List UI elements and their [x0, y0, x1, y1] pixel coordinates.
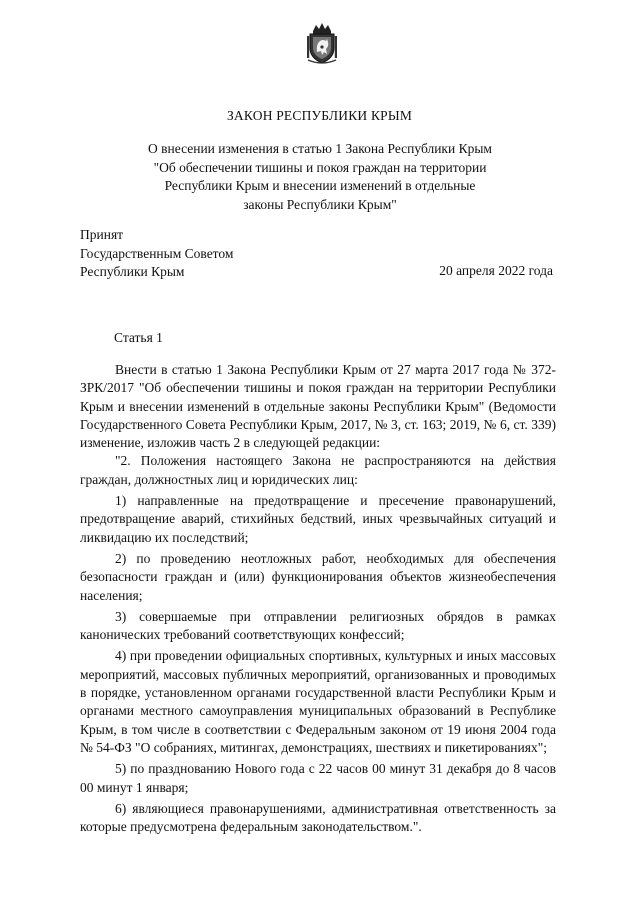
article-paragraph: 5) по празднованию Нового года с 22 часов 00 минут 31 декабря до 8 часов 00 минут 1 января;: [80, 761, 556, 795]
adoption-line: Республики Крым: [80, 264, 185, 279]
article-paragraph: 4) при проведении официальных спортивных, культурных и иных массовых мероприятий, массовых публичных мероприятий, организованных и проводимых в порядке, установленном органами государственной власти Республики Крым и органами местного самоуправления муниципальных образований в Республике Крым, в том числе в соответствии с Федеральным законом от 19 июня 2004 года № 54-ФЗ "О собраниях, митингах, демонстрациях, шествиях и пикетированиях";: [80, 648, 556, 755]
subtitle-line: "Об обеспечении тишины и покоя граждан на территории: [153, 159, 487, 175]
article-paragraph: "2. Положения настоящего Закона не распространяются на действия граждан, должностных лиц и юридических лиц:: [80, 453, 556, 487]
article-heading: Статья 1: [114, 330, 163, 345]
article-paragraph: 2) по проведению неотложных работ, необходимых для обеспечения безопасности граждан и (или) функционирования объектов жизнеобеспечения населения;: [80, 550, 556, 603]
adoption-line: Государственным Советом: [80, 245, 234, 261]
article-paragraph: 6) являющиеся правонарушениями, административная ответственность за которые предусмотрена федеральным законодательством.".: [80, 800, 556, 835]
law-title: ЗАКОН РЕСПУБЛИКИ КРЫМ: [226, 108, 413, 123]
article-paragraph: 1) направленные на предотвращение и пресечение правонарушений, предотвращение аварий, стихийных бедствий, иных чрезвычайных ситуаций и ликвидацию их последствий;: [80, 493, 556, 545]
subtitle-line: О внесении изменения в статью 1 Закона Республики Крым: [148, 141, 492, 156]
crimea-coat-of-arms-icon: [305, 22, 339, 64]
adoption-date: 20 апреля 2022 года: [439, 263, 553, 278]
article-paragraph: Внести в статью 1 Закона Республики Крым от 27 марта 2017 года № 372-ЗРК/2017 "Об обеспечении тишины и покоя граждан на территории Республики Крым и внесении изменений в отдельные законы Республики Крым" (Ведомости Государственного Совета Республики Крым, 2017, № 3, ст. 163; 2019, № 6, ст. 339) изменение, изложив часть 2 в следующей редакции:: [80, 362, 556, 451]
article-paragraph: 3) совершаемые при отправлении религиозных обрядов в рамках канонических требований соответствующих конфессий;: [80, 608, 556, 643]
adoption-block: [80, 226, 233, 282]
adoption-line: Принят: [80, 227, 124, 242]
subtitle-line: законы Республики Крым": [243, 196, 397, 212]
law-subtitle: [120, 140, 520, 214]
article-body: [80, 361, 556, 839]
subtitle-line: Республики Крым и внесении изменений в отдельные: [164, 178, 476, 193]
